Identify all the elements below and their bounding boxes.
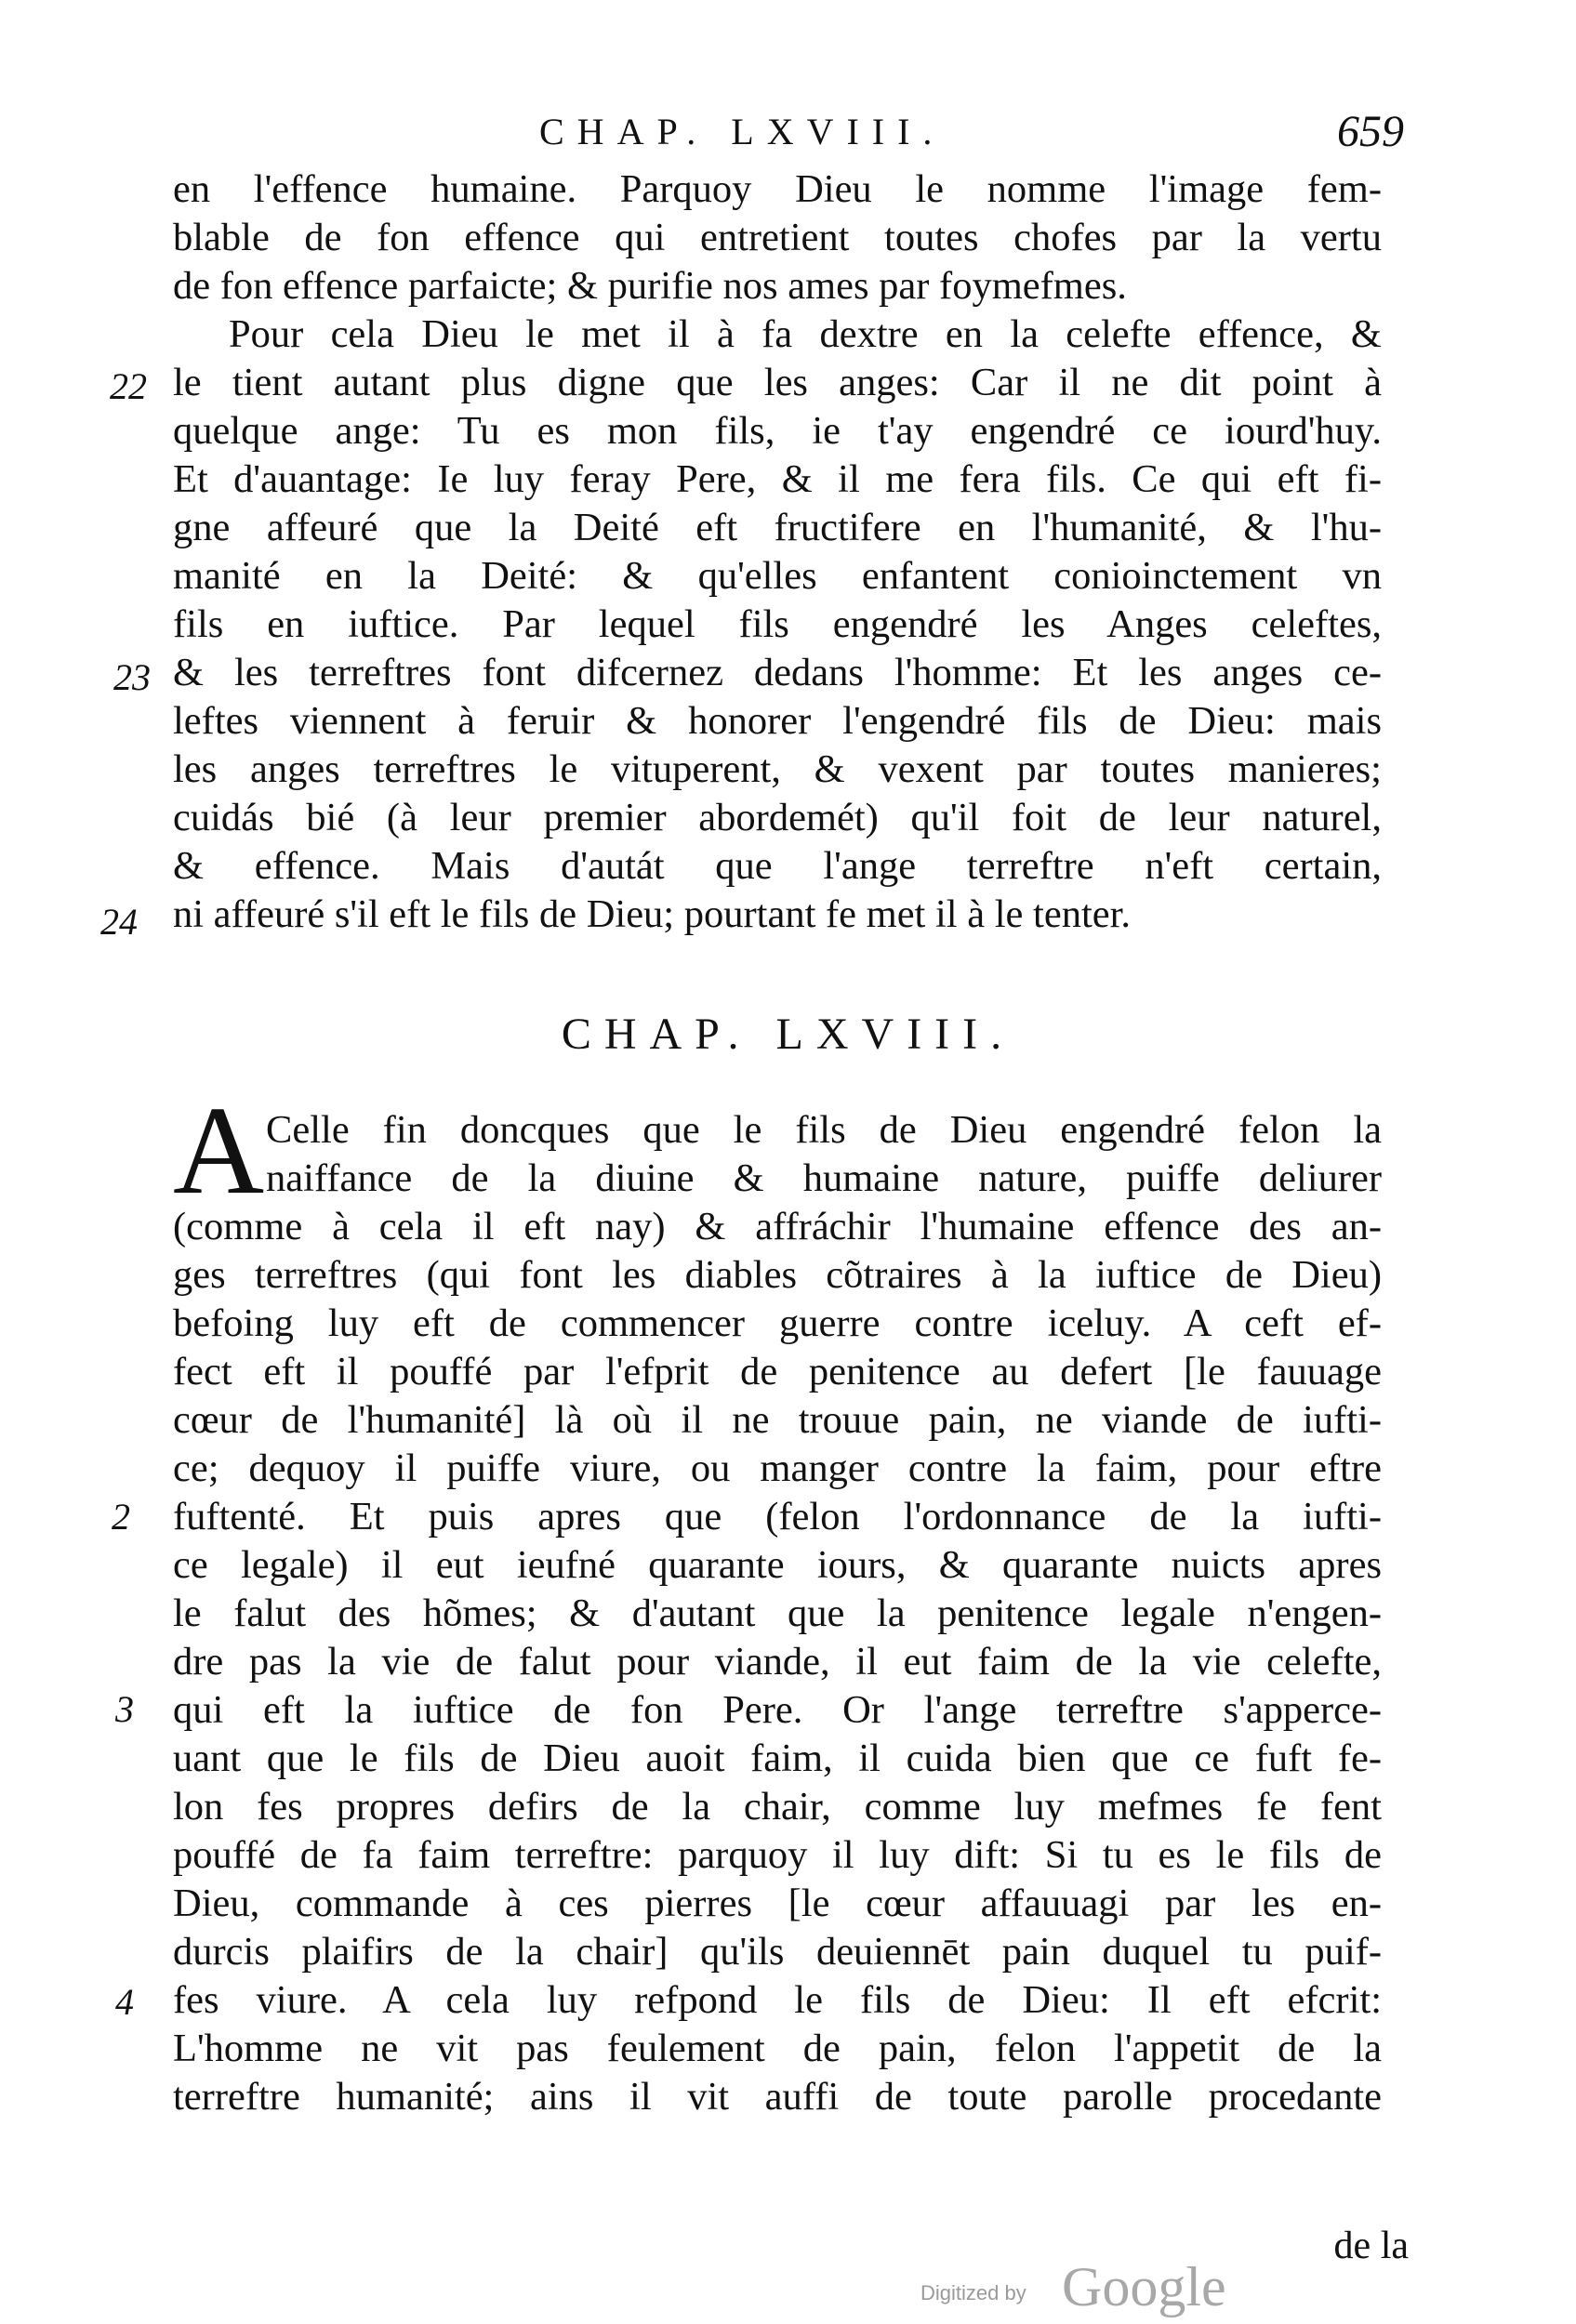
verse-number: 2 <box>112 1496 130 1538</box>
text-line: Pour cela Dieu le met il à fa dextre en la celefte effence, & <box>229 312 1382 356</box>
text-line: fect eft il pouffé par l'efprit de penitence au defert [le fauuage <box>173 1350 1382 1393</box>
text-line: fils en iuftice. Par lequel fils engendré les Anges celeftes, <box>173 602 1382 646</box>
text-line: naiffance de la diuine & humaine nature, puiffe deliurer <box>266 1156 1382 1200</box>
text-line: ges terreftres (qui font les diables cõtraires à la iuftice de Dieu) <box>173 1253 1382 1297</box>
text-line: gne affeuré que la Deité eft fructifere en l'humanité, & l'hu- <box>173 506 1382 549</box>
catchword: de la <box>1333 2225 1409 2267</box>
watermark-logo: Google <box>1062 2256 1226 2317</box>
text-line: (comme à cela il eft nay) & affráchir l'humaine effence des an- <box>173 1205 1382 1248</box>
text-line: befoing luy eft de commencer guerre contre iceluy. A ceft ef- <box>173 1301 1382 1345</box>
verse-number: 4 <box>115 1981 134 2023</box>
text-line: Et d'auantage: Ie luy feray Pere, & il me fera fils. Ce qui eft fi- <box>173 457 1382 501</box>
text-line: lon fes propres defirs de la chair, comme luy mefmes fe fent <box>173 1785 1382 1829</box>
text-line: Celle fin doncques que le fils de Dieu engendré felon la <box>266 1108 1382 1152</box>
text-line: fes viure. A cela luy refpond le fils de Dieu: Il eft efcrit: <box>173 1978 1382 2022</box>
chapter-heading: CHAP. LXVIII. <box>561 1010 1015 1059</box>
text-line: ce legale) il eut ieufné quarante iours, & quarante nuicts apres <box>173 1543 1382 1587</box>
text-line: ni affeuré s'il eft le fils de Dieu; pourtant fe met il à le tenter. <box>173 892 1132 936</box>
text-line: le falut des hõmes; & d'autant que la penitence legale n'engen- <box>173 1591 1382 1635</box>
text-line: L'homme ne vit pas feulement de pain, felon l'appetit de la <box>173 2027 1382 2070</box>
text-line: qui eft la iuftice de fon Pere. Or l'ange terreftre s'apperce- <box>173 1688 1382 1732</box>
text-line: uant que le fils de Dieu auoit faim, il cuida bien que ce fuft fe- <box>173 1736 1382 1780</box>
drop-cap: A <box>173 1081 265 1221</box>
text-line: durcis plaifirs de la chair] qu'ils deuiennēt pain duquel tu puif- <box>173 1930 1382 1974</box>
verse-number: 23 <box>113 656 151 698</box>
text-line: terreftre humanité; ains il vit auffi de toute parolle procedante <box>173 2075 1382 2119</box>
text-line: de fon effence parfaicte; & purifie nos ames par foymefmes. <box>173 264 1127 308</box>
text-line: leftes viennent à feruir & honorer l'engendré fils de Dieu: mais <box>173 699 1382 743</box>
text-line: le tient autant plus digne que les anges: Car il ne dit point à <box>173 361 1382 404</box>
watermark-label: Digitized by <box>920 2281 1026 2304</box>
text-line: quelque ange: Tu es mon fils, ie t'ay engendré ce iourd'huy. <box>173 409 1382 453</box>
text-line: cuidás bié (à leur premier abordemét) qu'il foit de leur naturel, <box>173 796 1382 839</box>
text-line: les anges terreftres le vituperent, & vexent par toutes manieres; <box>173 747 1382 791</box>
verse-number: 3 <box>115 1688 134 1730</box>
running-title: CHAP. LXVIII. <box>539 111 946 152</box>
text-line: pouffé de fa faim terreftre: parquoy il luy dift: Si tu es le fils de <box>173 1833 1382 1877</box>
text-line: ce; dequoy il puiffe viure, ou manger contre la faim, pour eftre <box>173 1446 1382 1490</box>
text-line: manité en la Deité: & qu'elles enfantent conioinctement vn <box>173 554 1382 598</box>
digitization-watermark <box>920 2250 1274 2324</box>
verse-number: 22 <box>110 365 147 407</box>
verse-number: 24 <box>100 901 138 943</box>
text-line: fuftenté. Et puis apres que (felon l'ordonnance de la iufti- <box>173 1495 1382 1538</box>
text-line: & effence. Mais d'autát que l'ange terreftre n'eft certain, <box>173 844 1382 888</box>
text-line: dre pas la vie de falut pour viande, il eut faim de la vie celefte, <box>173 1640 1382 1684</box>
text-line: blable de fon effence qui entretient toutes chofes par la vertu <box>173 216 1382 259</box>
text-line: en l'effence humaine. Parquoy Dieu le nomme l'image fem- <box>173 167 1382 211</box>
page-number: 659 <box>1337 107 1404 156</box>
text-line: & les terreftres font difcernez dedans l'homme: Et les anges ce- <box>173 651 1382 694</box>
text-line: Dieu, commande à ces pierres [le cœur affauuagi par les en- <box>173 1882 1382 1925</box>
running-header <box>167 107 1404 165</box>
text-line: cœur de l'humanité] là où il ne trouue pain, ne viande de iufti- <box>173 1398 1382 1442</box>
